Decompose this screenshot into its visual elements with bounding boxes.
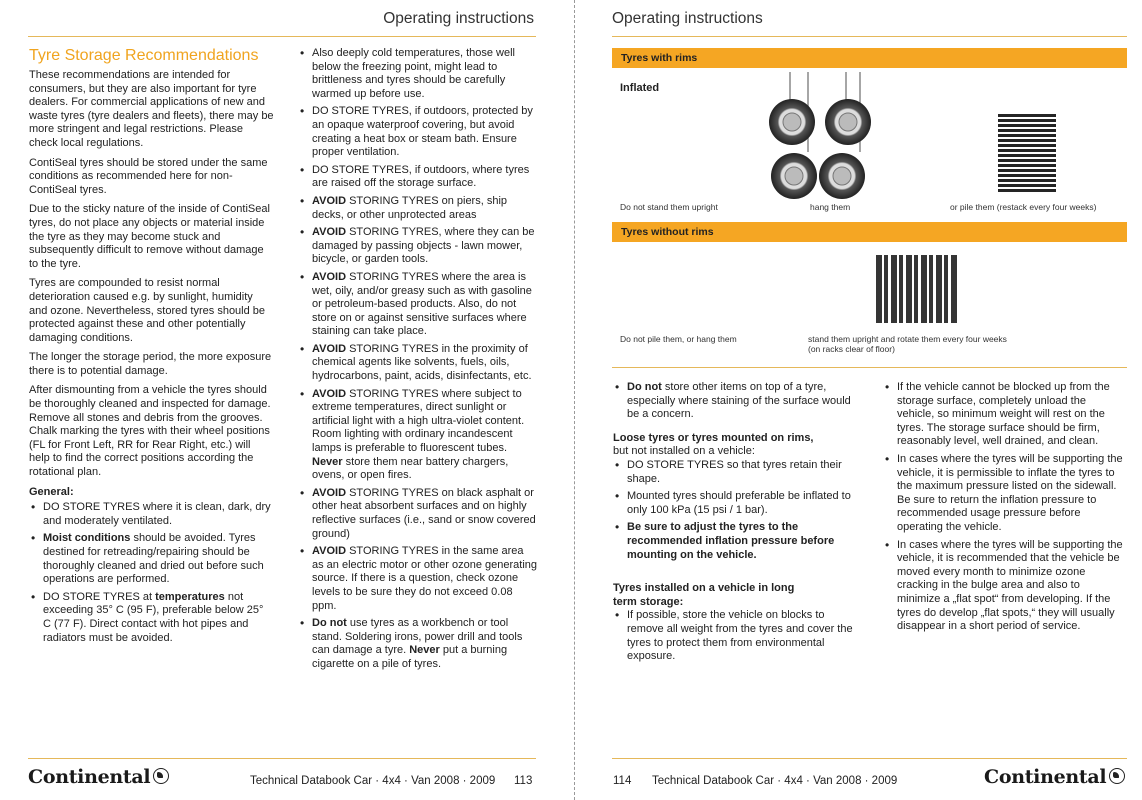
bullet-item: • DO STORE TYRES, if outdoors, protected by an opaque waterproof covering, but avoid creating a heat box or steam bath. Ensure proper ventilation. [298,105,538,159]
right-column-2 [883,381,1123,638]
footer-rule [612,758,1127,759]
bullet-item: • DO STORE TYRES at temperatures not exceeding 35° C (95 F), preferable below 25° C (77 F). Direct contact with hot pipes and radiators must be avoided. [29,591,274,645]
bullet-item: • AVOID STORING TYRES in the proximity of chemical agents like solvents, fuels, oils, hydrocarbons, paint, acids, disinfectants, etc. [298,343,538,384]
footer-title: Technical Databook Car · 4x4 · Van 2008 · 2009 [250,775,496,787]
paragraph: ContiSeal tyres should be stored under the same conditions as recommended here for non-ContiSeal tyres. [29,156,268,196]
caption: Do not pile them, or hang them [620,334,737,344]
left-page [0,0,570,800]
tyre-icon [819,153,865,199]
page-number: 114 [613,775,632,787]
caption: Do not stand them upright [620,202,718,212]
left-column-1 [29,47,274,649]
bullet-item: • Also deeply cold temperatures, those well below the freezing point, might lead to brittleness and tyres should be carefully warmed up before use. [298,47,538,101]
upright-tyres-illustration [876,255,958,323]
bullet-item: • DO STORE TYRES where it is clean, dark, dry and moderately ventilated. [29,501,274,528]
right-page [580,0,1142,800]
bullet-item: • AVOID STORING TYRES where subject to extreme temperatures, direct sunlight or artificial light with a high ultra-violet content. Room lighting with ordinary incandescent lamps is preferable to fluorescent tubes. Never store them near battery chargers, ovens, or open fires. [298,388,538,483]
paragraph: Due to the sticky nature of the inside of ContiSeal tyres, do not place any objects or material inside the tyre as they may become stuck and subsequently difficult to remove without damage to the tyre. [29,203,270,270]
caption: or pile them (restack every four weeks) [950,202,1097,212]
caption: hang them [810,202,851,212]
bullet-item: • Be sure to adjust the tyres to the recommended inflation pressure before mounting on the vehicle. [613,521,853,562]
page-header: Operating instructions [383,10,534,27]
hanging-tyres-illustration [760,72,890,202]
general-heading: General: [29,485,74,498]
page-number: 113 [514,775,533,787]
section-bar-tyres-with-rims: Tyres with rims [612,48,1127,68]
paragraph: These recommendations are intended for consumers, but they are also important for tyre dealers. For commercial applications of new and waste tyres (tyre dealers and fleets), there may be more stringent and legal restrictions. Please check local regulations. [29,69,274,149]
horse-emblem-icon [153,768,169,784]
tyre-icon [825,99,871,145]
subheading: Tyres installed on a vehicle in long term storage: [613,582,795,608]
bullet-item: • AVOID STORING TYRES where the area is wet, oily, and/or greasy such as with gasoline or petroleum-based products. Also, do not store on or against sensitive surfaces where staining can take place. [298,271,538,339]
continental-logo: Continental [28,766,169,788]
caption: stand them upright and rotate them every four weeks [808,334,1007,344]
tyre-icon [771,153,817,199]
left-column-2 [298,47,538,676]
page-fold-line [574,0,575,800]
footer-rule [28,758,536,759]
bullet-item: • Do not use tyres as a workbench or tool stand. Soldering irons, power drill and tools can damage a tyre. Never put a burning cigarette on a pile of tyres. [298,617,538,671]
bullet-item: • AVOID STORING TYRES on piers, ship decks, or other unprotected areas [298,195,538,222]
bullet-item: • In cases where the tyres will be supporting the vehicle, it is permissible to inflate the tyres to the maximum pressure listed on the sidewall. Be sure to return the inflation pressure to recommended usage pressure before operating the vehicle. [883,453,1123,535]
horse-emblem-icon [1109,768,1125,784]
bullet-item: • Mounted tyres should preferable be inflated to only 100 kPa (15 psi / 1 bar). [613,490,853,517]
header-rule [28,36,536,37]
footer-title: Technical Databook Car · 4x4 · Van 2008 · 2009 [652,775,898,787]
section-bar-tyres-without-rims: Tyres without rims [612,222,1127,242]
section-title: Tyre Storage Recommendations [29,47,259,64]
bullet-item: • DO STORE TYRES so that tyres retain their shape. [613,459,853,486]
piled-tyres-illustration [998,112,1056,192]
caption: (on racks clear of floor) [808,344,895,354]
header-rule [612,36,1127,37]
subheading-continued: but not installed on a vehicle: [613,445,755,458]
bullet-item: • DO STORE TYRES, if outdoors, where tyres are raised off the storage surface. [298,164,538,191]
page-header: Operating instructions [612,10,763,27]
subheading: Loose tyres or tyres mounted on rims, [613,431,814,444]
section-rule [612,367,1127,368]
bullet-item: • AVOID STORING TYRES in the same area as an electric motor or other ozone generating source. If there is a question, check ozone levels to be sure they do not exceed 0.08 ppm. [298,545,538,613]
paragraph: After dismounting from a vehicle the tyres should be thoroughly cleaned and inspected for damage. Remove all stones and debris from the grooves. Chalk marking the tyres with their wheel positions (FL for Front Left, RR for Rear Right, etc.) will help to find the correct positions according the rotational plan. [29,384,271,479]
bullet-item: • If possible, store the vehicle on blocks to remove all weight from the tyres and cover the tyres to protect them from environmental exposure. [613,609,853,663]
right-column-1 [613,381,853,668]
paragraph: Tyres are compounded to resist normal deterioration caused e.g. by sunlight, humidity and ozone. Nevertheless, stored tyres should be protected against these and other potentially damaging conditions. [29,277,266,344]
bullet-item: • Do not store other items on top of a tyre, especially where staining of the surface would be a concern. [613,381,853,422]
continental-logo: Continental [984,766,1125,788]
bullet-item: • If the vehicle cannot be blocked up from the storage surface, completely unload the vehicle, so minimum weight will rest on the tyres. The storage surface should be firm, reasonably level, well drained, and clean. [883,381,1123,449]
bullet-item: • In cases where the tyres will be supporting the vehicle, it is recommended that the vehicle be moved every month to minimize ozone cracking in the bulge area and also to minimize a „flat spot“ from developing. If the tyres do develop „flat spots,“ they will usually disappear in a short period of service. [883,539,1123,634]
bullet-item: • AVOID STORING TYRES on black asphalt or other heat absorbent surfaces and on highly reflective surfaces (i.e., sand or snow covered ground) [298,487,538,541]
inflated-label: Inflated [620,82,660,94]
paragraph: The longer the storage period, the more exposure there is to potential damage. [29,351,272,377]
bullet-item: • Moist conditions should be avoided. Tyres destined for retreading/repairing should be thoroughly cleaned and dried out before such operations are performed. [29,532,274,586]
tyre-icon [769,99,815,145]
bullet-item: • AVOID STORING TYRES, where they can be damaged by passing objects - lawn mower, bicycle, or garden tools. [298,226,538,267]
